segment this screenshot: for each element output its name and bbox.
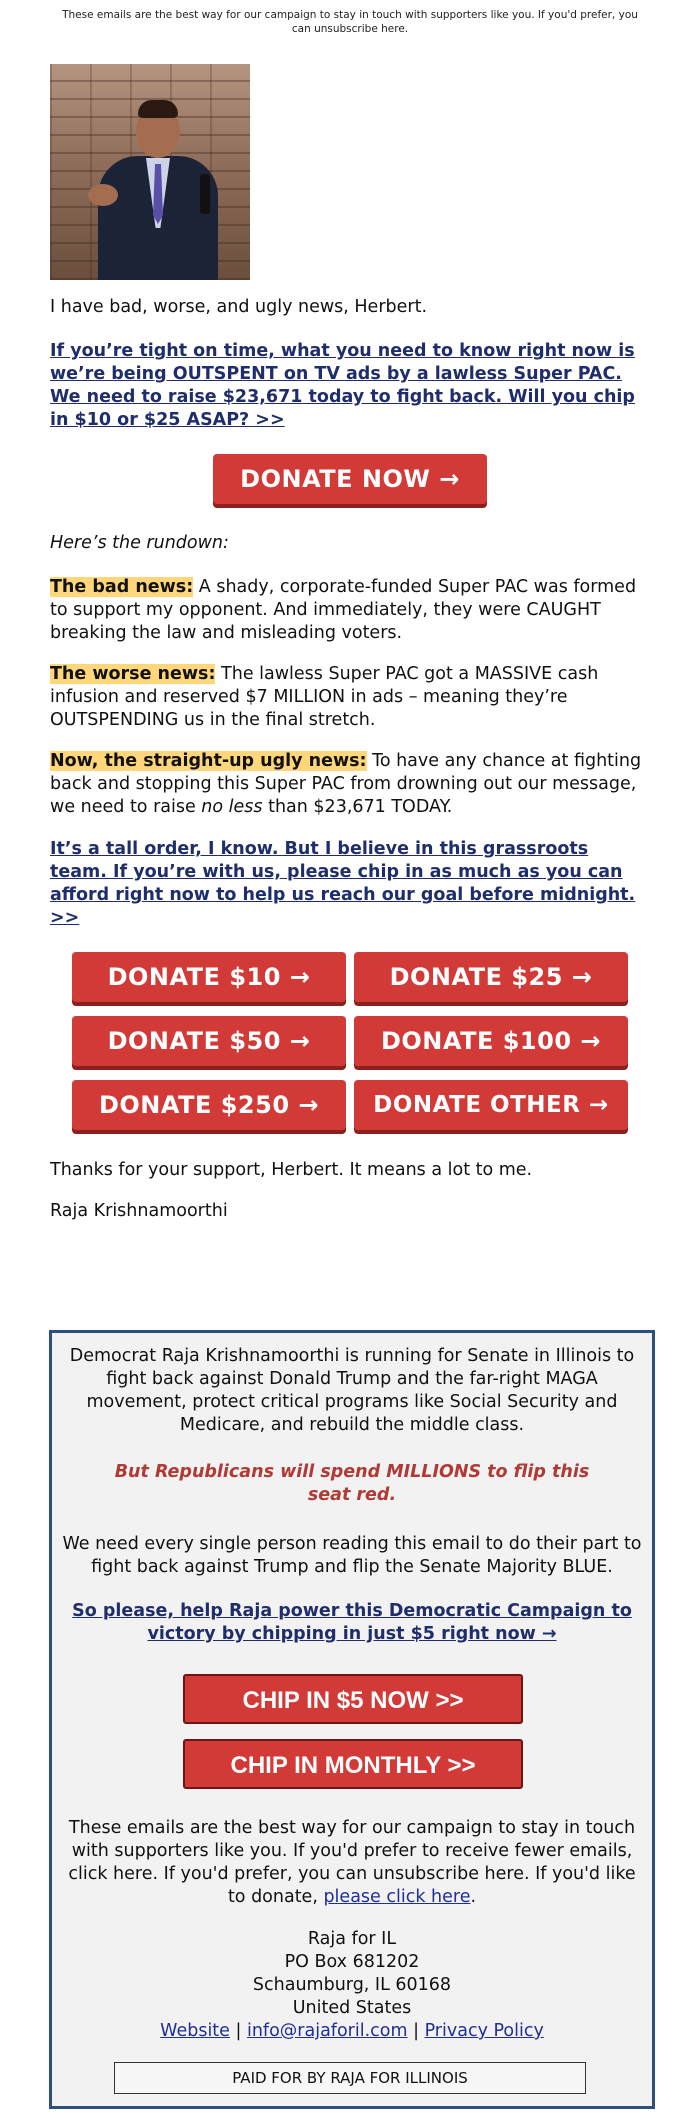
footer-sep-2: | [407, 2021, 425, 2041]
bad-news-text: A shady, corporate-funded Super PAC was formed to support my opponent. And immediately, they were CAUGHT breaking the law and misleading voters. [50, 577, 637, 643]
donate-250-button[interactable]: DONATE $250 → [72, 1080, 346, 1130]
ask-link-block [50, 838, 650, 930]
ugly-news-text-b: than $23,671 TODAY. [262, 797, 453, 817]
chip-in-monthly-button[interactable]: CHIP IN MONTHLY >> [183, 1739, 523, 1789]
footer-donate-link[interactable]: please click here [323, 1887, 471, 1907]
privacy-policy-link[interactable]: Privacy Policy [424, 2021, 544, 2041]
rundown-heading: Here’s the rundown: [50, 533, 229, 553]
lead-donate-link[interactable]: If you’re tight on time, what you need to know right now is we’re being OUTSPENT on TV ads by a lawless Super PAC. We need to raise $23,671 today to fight back. Will you chip in $10 or $25 ASAP? >> [50, 341, 635, 430]
footer-po-box: PO Box 681202 [284, 1952, 420, 1972]
ugly-news-label: Now, the straight-up ugly news: [50, 751, 367, 771]
email-link[interactable]: info@rajaforil.com [246, 2021, 408, 2041]
footer-disclaimer-text: These emails are the best way for our campaign to stay in touch with supporters like you. If you'd prefer to receive fewer emails, click here. If you'd prefer, you can unsubscribe here. If you'd like to donate, [68, 1818, 636, 1907]
footer-links [62, 2020, 642, 2043]
paid-for-disclaimer: PAID FOR BY RAJA FOR ILLINOIS [114, 2062, 586, 2094]
thanks-text: Thanks for your support, Herbert. It means a lot to me. [50, 1160, 533, 1180]
ugly-news-text-a: To have any chance at fighting back and stopping this Super PAC from drowning out our message, we need to raise [50, 751, 642, 817]
chip-in-5-button[interactable]: CHIP IN $5 NOW >> [183, 1674, 523, 1724]
donate-now-button[interactable]: DONATE NOW → [213, 454, 487, 504]
footer-box [49, 1330, 655, 2109]
bad-news-label: The bad news: [50, 577, 194, 597]
greeting: I have bad, worse, and ugly news, Herbert. [50, 297, 428, 317]
bad-news-paragraph [50, 576, 650, 645]
footer-disclaimer [62, 1817, 642, 1909]
worse-news-label: The worse news: [50, 664, 216, 684]
worse-news-paragraph [50, 663, 650, 732]
footer-please-link[interactable]: So please, help Raja power this Democratic Campaign to victory by chipping in just $5 right now → [72, 1601, 632, 1644]
worse-news-text: The lawless Super PAC got a MASSIVE cash infusion and reserved $7 MILLION in ads – meaning they’re OUTSPENDING us in the final stretch. [50, 664, 599, 730]
candidate-photo [50, 64, 250, 280]
footer-intro: Democrat Raja Krishnamoorthi is running for Senate in Illinois to fight back against Donald Trump and the far-right MAGA movement, protect critical programs like Social Security and Medicare, and rebuild the middle class. [69, 1346, 635, 1435]
donate-10-button[interactable]: DONATE $10 → [72, 952, 346, 1002]
footer-org: Raja for IL [307, 1929, 397, 1949]
ugly-news-emphasis: no less [201, 797, 263, 817]
ask-donate-link[interactable]: It’s a tall order, I know. But I believe in this grassroots team. If you’re with us, please chip in as much as you can afford right now to help us reach our goal before midnight. >> [50, 839, 636, 928]
donate-50-button[interactable]: DONATE $50 → [72, 1016, 346, 1066]
header-note: These emails are the best way for our campaign to stay in touch with supporters like you. If you'd prefer, you can unsubscribe here. [62, 9, 638, 35]
footer-need: We need every single person reading this email to do their part to fight back against Trump and flip the Senate Majority BLUE. [62, 1534, 642, 1577]
footer-city: Schaumburg, IL 60168 [252, 1975, 452, 1995]
footer-please-block [62, 1600, 642, 1646]
donate-100-button[interactable]: DONATE $100 → [354, 1016, 628, 1066]
signature: Raja Krishnamoorthi [50, 1201, 228, 1221]
footer-country: United States [292, 1998, 412, 2018]
footer-sep-1: | [229, 2021, 247, 2041]
donate-25-button[interactable]: DONATE $25 → [354, 952, 628, 1002]
footer-period: . [470, 1887, 477, 1907]
website-link[interactable]: Website [160, 2021, 230, 2041]
donate-other-button[interactable]: DONATE OTHER → [354, 1080, 628, 1130]
ugly-news-paragraph [50, 750, 650, 819]
footer-warning: But Republicans will spend MILLIONS to flip this seat red. [114, 1462, 590, 1505]
lead-link-block [50, 340, 650, 432]
